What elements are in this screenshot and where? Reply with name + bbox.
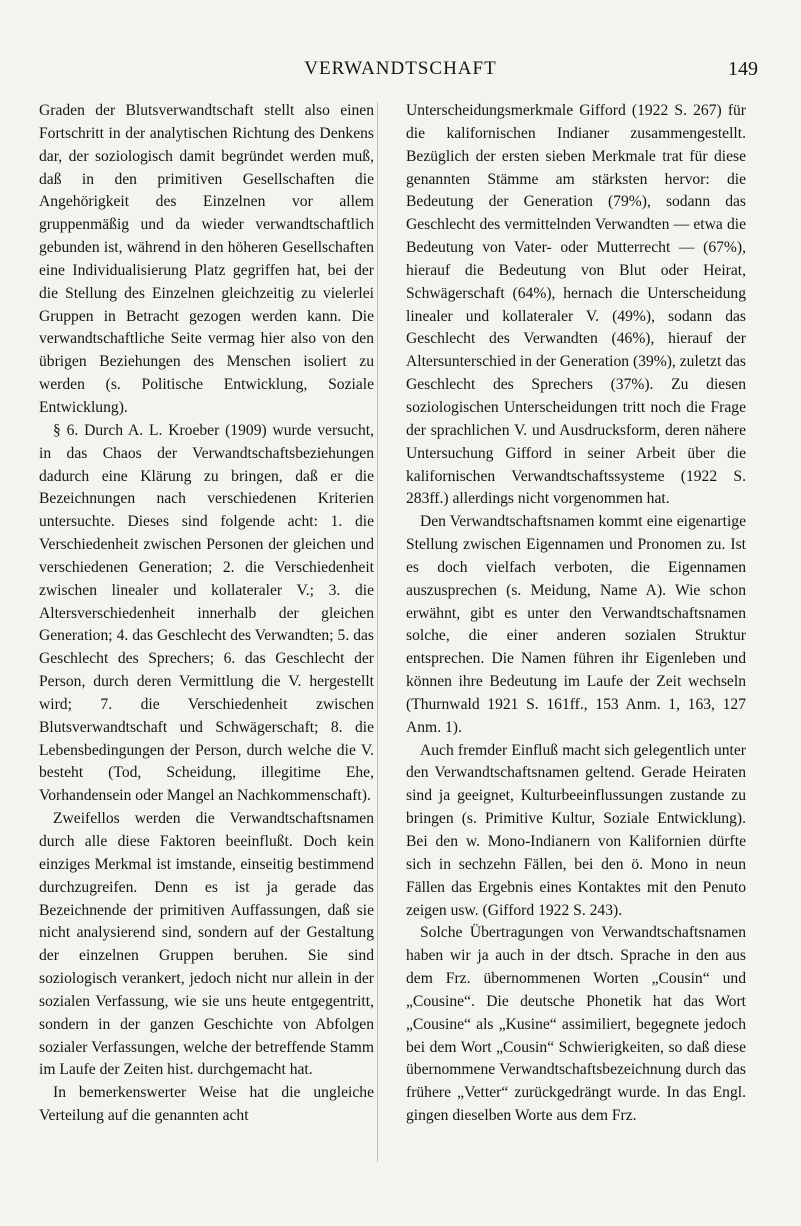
paragraph: Unterscheidungsmerkmale Gifford (1922 S. 267) für die kalifornischen Indianer zusammengestellt. Bezüglich der ersten sieben Merkmale trat für diese genannten Stämme am stärksten hervor: die Bedeutung der Generation (79%), sodann das Geschlecht des vermittelnden Verwandten — etwa die Bedeutung von Vater- oder Mutterrecht — (67%), hierauf die Bedeutung von Blut oder Heirat, Schwägerschaft (64%), hernach die Unterscheidung linealer und kollateraler V. (49%), sodann das Geschlecht des Verwandten (46%), hierauf der Altersunterschied in der Generation (39%), zuletzt das Geschlecht des Sprechers (37%). Zu diesen soziologischen Unterscheidungen tritt noch die Frage der sprachlichen V. und Ausdrucksform, deren nähere Untersuchung Gifford in seiner Arbeit über die kalifornischen Verwandtschaftssysteme (1922 S. 283ff.) allerdings nicht vorgenommen hat. <box>406 102 746 508</box>
running-head: VERWANDTSCHAFT <box>304 58 497 79</box>
paragraph: Solche Übertragungen von Verwandtschaftsnamen haben wir ja auch in der dtsch. Sprache in den aus dem Frz. übernommenen Worten „Cousin“ und „Cousine“. Die deutsche Phonetik hat das Wort „Cousine“ als „Kusine“ assimiliert, begegnete jedoch bei dem Wort „Cousin“ Schwierigkeiten, so daß diese übernommene Verwandtschaftsbezeichnung durch das frühere „Vetter“ zurückgedrängt wurde. In das Engl. gingen dieselben Worte aus dem Frz. <box>406 924 746 1125</box>
paragraph: In bemerkenswerter Weise hat die ungleiche Verteilung auf die genannten acht <box>39 1084 374 1125</box>
column-divider <box>377 102 378 1162</box>
page-number: 149 <box>728 58 758 80</box>
left-column <box>39 100 374 1128</box>
paragraph: Zweifellos werden die Verwandtschaftsnamen durch alle diese Faktoren beeinflußt. Doch kein einziges Merkmal ist imstande, einseitig bestimmend durchzugreifen. Denn es ist ja gerade das Bezeichnende der primitiven Auffassungen, daß sie nicht analysierend sind, sondern auf der Gestaltung der einzelnen Gruppen beruhen. Sie sind soziologisch verankert, jedoch nicht nur allein in der sozialen Verfassung, wie sie uns heute entgegentritt, sondern in der ganzen Geschichte von Abfolgen sozialer Verfassungen, welche der betreffende Stamm im Laufe der Zeiten hist. durchgemacht hat. <box>39 810 374 1079</box>
paragraph: Den Verwandtschaftsnamen kommt eine eigenartige Stellung zwischen Eigennamen und Pronomen zu. Ist es doch vielfach verboten, die Eigennamen auszusprechen (s. Meidung, Name A). Wie schon erwähnt, gibt es unter den Verwandtschaftsnamen solche, die einer anderen sozialen Struktur entsprechen. Die Namen führen ihr Eigenleben und können ihre Bedeutung im Laufe der Zeit wechseln (Thurnwald 1921 S. 161ff., 153 Anm. 1, 163, 127 Anm. 1). <box>406 513 746 736</box>
paragraph: Graden der Blutsverwandtschaft stellt also einen Fortschritt in der analytischen Richtung des Denkens dar, der soziologisch damit begründet werden muß, daß in den primitiven Gesellschaften die Angehörigkeit des Einzelnen vor allem gruppenmäßig und da wieder verwandtschaftlich gebunden ist, während in den höheren Gesellschaften eine Individualisierung Platz gegriffen hat, bei der die Stellung des Einzelnen gleichzeitig zu vielerlei Gruppen in Betracht gezogen werden kann. Die verwandtschaftliche Seite vermag hier also von den übrigen Beziehungen des Menschen isoliert zu werden (s. Politische Entwicklung, Soziale Entwicklung). <box>39 102 374 416</box>
paragraph: Auch fremder Einfluß macht sich gelegentlich unter den Verwandtschaftsnamen geltend. Gerade Heiraten sind ja geeignet, Kulturbeeinflussungen zustande zu bringen (s. Primitive Kultur, Soziale Entwicklung). Bei den w. Mono-Indianern von Kalifornien dürfte sich in sechzehn Fällen, bei den ö. Mono in neun Fällen das Ergebnis eines Kontaktes mit den Penuto zeigen usw. (Gifford 1922 S. 243). <box>406 741 746 919</box>
right-column <box>406 100 746 1128</box>
page-header <box>0 58 801 84</box>
paragraph: § 6. Durch A. L. Kroeber (1909) wurde versucht, in das Chaos der Verwandtschaftsbeziehungen dadurch eine Klärung zu bringen, daß er die Bezeichnungen nach verschiedenen Kriterien untersuchte. Dieses sind folgende acht: 1. die Verschiedenheit zwischen Personen der gleichen und verschiedenen Generation; 2. die Verschiedenheit zwischen linealer und kollateraler V.; 3. die Altersverschiedenheit innerhalb der gleichen Generation; 4. das Geschlecht des Verwandten; 5. das Geschlecht des Sprechers; 6. das Geschlecht der Person, durch deren Vermittlung die V. hergestellt wird; 7. die Verschiedenheit zwischen Blutsverwandtschaft und Schwägerschaft; 8. die Lebensbedingungen der Person, durch welche die V. besteht (Tod, Scheidung, illegitime Ehe, Vorhandensein oder Mangel an Nachkommenschaft). <box>39 421 374 805</box>
